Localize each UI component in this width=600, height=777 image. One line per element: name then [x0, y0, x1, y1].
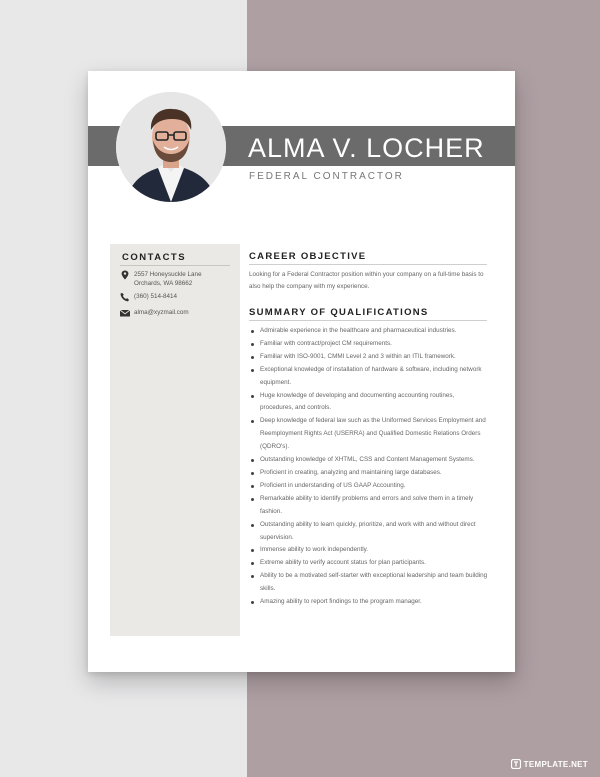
location-pin-icon — [119, 270, 131, 280]
list-item: Admirable experience in the healthcare and pharmaceutical industries. — [249, 325, 489, 338]
bullet-icon — [251, 498, 254, 501]
contacts-sidebar — [110, 244, 240, 636]
list-item: Deep knowledge of federal law such as the Uniformed Services Employment and Reemployment Rights Act (USERRA) and Qualified Domestic Relations Orders (QDRO's). — [249, 415, 489, 454]
bullet-icon — [251, 601, 254, 604]
career-objective-heading: CAREER OBJECTIVE — [249, 251, 367, 262]
qualifications-list — [249, 325, 489, 609]
list-item: Proficient in creating, analyzing and maintaining large databases. — [249, 467, 489, 480]
template-watermark — [511, 759, 588, 769]
contact-address — [119, 270, 202, 288]
list-item: Familiar with ISO-9001, CMMI Level 2 and 3 within an ITIL framework. — [249, 351, 489, 364]
bullet-icon — [251, 575, 254, 578]
list-item: Ability to be a motivated self-starter with exceptional leadership and team building skills. — [249, 570, 489, 596]
list-item: Familiar with contract/project CM requirements. — [249, 338, 489, 351]
list-item: Outstanding knowledge of XHTML, CSS and Content Management Systems. — [249, 454, 489, 467]
phone-icon — [119, 292, 131, 302]
phone-number: (360) 514-8414 — [134, 293, 178, 300]
resume-page — [88, 71, 515, 672]
list-item: Huge knowledge of developing and documenting accounting routines, procedures, and controls. — [249, 390, 489, 416]
bullet-icon — [251, 343, 254, 346]
bullet-icon — [251, 330, 254, 333]
list-item: Outstanding ability to learn quickly, prioritize, and work with and without direct supervision. — [249, 519, 489, 545]
bullet-icon — [251, 420, 254, 423]
contacts-heading: CONTACTS — [122, 252, 187, 263]
profile-photo — [116, 92, 226, 202]
bullet-icon — [251, 459, 254, 462]
bullet-icon — [251, 524, 254, 527]
bullet-icon — [251, 395, 254, 398]
address-line-1: 2557 Honeysuckle Lane — [134, 271, 202, 278]
list-item: Proficient in understanding of US GAAP Accounting. — [249, 480, 489, 493]
contact-phone — [119, 292, 177, 302]
watermark-text: TEMPLATE.NET — [523, 759, 588, 769]
bullet-icon — [251, 562, 254, 565]
contacts-divider — [120, 265, 230, 266]
bullet-icon — [251, 472, 254, 475]
template-logo-icon — [511, 759, 521, 769]
list-item: Extreme ability to verify account status for plan participants. — [249, 557, 489, 570]
bullet-icon — [251, 485, 254, 488]
list-item: Amazing ability to report findings to the program manager. — [249, 596, 489, 609]
contact-email — [119, 308, 189, 318]
address-line-2: Orchards, WA 98662 — [134, 280, 193, 287]
objective-divider — [249, 264, 487, 265]
bullet-icon — [251, 549, 254, 552]
candidate-name: ALMA V. LOCHER — [248, 133, 485, 163]
career-objective-text: Looking for a Federal Contractor position within your company on a full-time basis to also help the company with my experience. — [249, 271, 484, 290]
bullet-icon — [251, 356, 254, 359]
qualifications-divider — [249, 320, 487, 321]
list-item: Immense ability to work independently. — [249, 544, 489, 557]
list-item: Remarkable ability to identify problems and errors and solve them in a timely fashion. — [249, 493, 489, 519]
job-title: FEDERAL CONTRACTOR — [249, 171, 404, 182]
list-item: Exceptional knowledge of installation of hardware & software, including network equipment. — [249, 364, 489, 390]
envelope-icon — [119, 308, 131, 318]
qualifications-heading: SUMMARY OF QUALIFICATIONS — [249, 307, 429, 318]
email-address: alma@xyzmail.com — [134, 309, 189, 316]
bullet-icon — [251, 369, 254, 372]
